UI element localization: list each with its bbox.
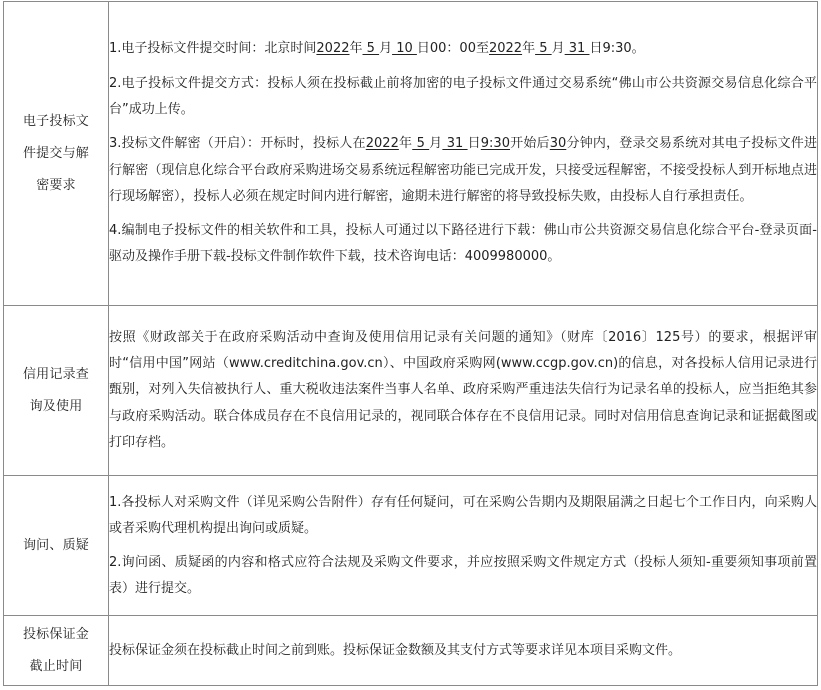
text-segment: 1.电子投标文件提交时间：北京时间 [109,41,317,57]
text-segment: 3.投标文件解密（开启）：开标时，投标人在 [109,136,366,152]
text-segment: 月 [379,41,393,57]
underlined-value: 10 [392,41,417,57]
underlined-value: 31 [442,136,468,152]
content-paragraph [109,36,817,62]
content-paragraph [109,325,817,456]
table-row [4,476,818,616]
text-segment: 月 [551,41,565,57]
underlined-value: 5 [412,136,430,152]
text-segment: 4.编制电子投标文件的相关软件和工具，投标人可通过以下路径进行下载：佛山市公共资源交易信息化综合平台-登录页面-驱动及操作手册下载-投标文件制作软件下载，技术咨询电话：4009980000。 [109,223,817,265]
text-segment: 投标保证金须在投标截止时间之前到账。投标保证金数额及其支付方式等要求详见本项目采购文件。 [109,642,682,658]
text-segment: 开始后 [509,136,550,152]
table-body [4,2,818,686]
text-segment: 1.各投标人对采购文件（详见采购公告附件）存有任何疑问，可在采购公告期内及期限届满之日起七个工作日内，向采购人或者采购代理机构提出询问或质疑。 [109,494,817,536]
underlined-value: 2022 [488,41,523,57]
row-label-line: 电子投标文 [22,113,89,129]
underlined-value: 30 [549,136,567,152]
row-label [4,359,108,423]
row-label [4,530,108,562]
text-segment: 月 [429,136,443,152]
row-label-line: 信用记录查 [22,366,89,382]
requirements-table [3,1,818,686]
row-label-line: 密要求 [36,177,76,193]
row-content-cell [109,306,818,476]
table-row [4,2,818,306]
text-segment: 日00：00至 [416,41,489,57]
underlined-value: 5 [535,41,552,57]
content-paragraph [109,71,817,124]
table-row [4,616,818,686]
text-segment: 年 [522,41,536,57]
text-segment: 2.询问函、质疑函的内容和格式应符合法规及采购文件要求，并应按照采购文件规定方式（投标人须知-重要须知事项前置表）进行提交。 [109,554,817,596]
underlined-value: 2022 [316,41,350,57]
content-paragraph [109,637,817,665]
content-paragraph [109,218,817,271]
underlined-value: 9:30 [480,136,510,152]
text-segment: 日 [467,136,481,152]
text-segment: 日9:30。 [589,41,645,57]
underlined-value: 2022 [365,136,399,152]
row-label-line: 件提交与解 [22,145,89,161]
row-label-cell [4,616,109,686]
underlined-value: 31 [564,41,590,57]
row-content-cell [109,616,818,686]
row-label-line: 询问、质疑 [22,537,89,553]
row-content-cell [109,2,818,306]
row-label [4,106,108,202]
row-content-cell [109,476,818,616]
underlined-value: 5 [362,41,380,57]
text-segment: 年 [349,41,363,57]
content-paragraph [109,490,817,542]
row-label-line: 截止时间 [29,658,83,674]
row-label-cell [4,2,109,306]
row-label-line: 投标保证金 [22,626,89,642]
row-label-cell [4,476,109,616]
text-segment: 按照《财政部关于在政府采购活动中查询及使用信用记录有关问题的通知》（财库〔2016〕125号）的要求，根据评审时“信用中国”网站（www.creditchina.gov.cn）、中国政府采购网(www.ccgp.gov.cn)的信息，对各投标人信用记录进行甄别，对列入失信被执行人、重大税收违法案件当事人名单、政府采购严重违法失信行为记录名单的投标人，应当拒绝其参与政府采购活动。联合体成员存在不良信用记录的，视同联合体存在不良信用记录。同时对信用信息查询记录和证据截图或打印存档。 [109,329,817,450]
text-segment: 分钟内，登录交易系统对其电子投标文件进行解密（现信息化综合平台政府采购进场交易系统远程解密功能已完成开发，只接受远程解密，不接受投标人到开标地点进行现场解密），投标人必须在规定时间内进行解密，逾期未进行解密的将导致投标失败，由投标人自行承担责任。 [109,136,817,204]
content-paragraph [109,550,817,602]
row-label-cell [4,306,109,476]
table-row [4,306,818,476]
content-paragraph [109,131,817,210]
text-segment: 2.电子投标文件提交方式：投标人须在投标截止前将加密的电子投标文件通过交易系统“佛山市公共资源交易信息化综合平台”成功上传。 [109,75,817,117]
row-label-line: 询及使用 [29,398,83,414]
text-segment: 年 [398,136,413,152]
row-label [4,619,108,683]
